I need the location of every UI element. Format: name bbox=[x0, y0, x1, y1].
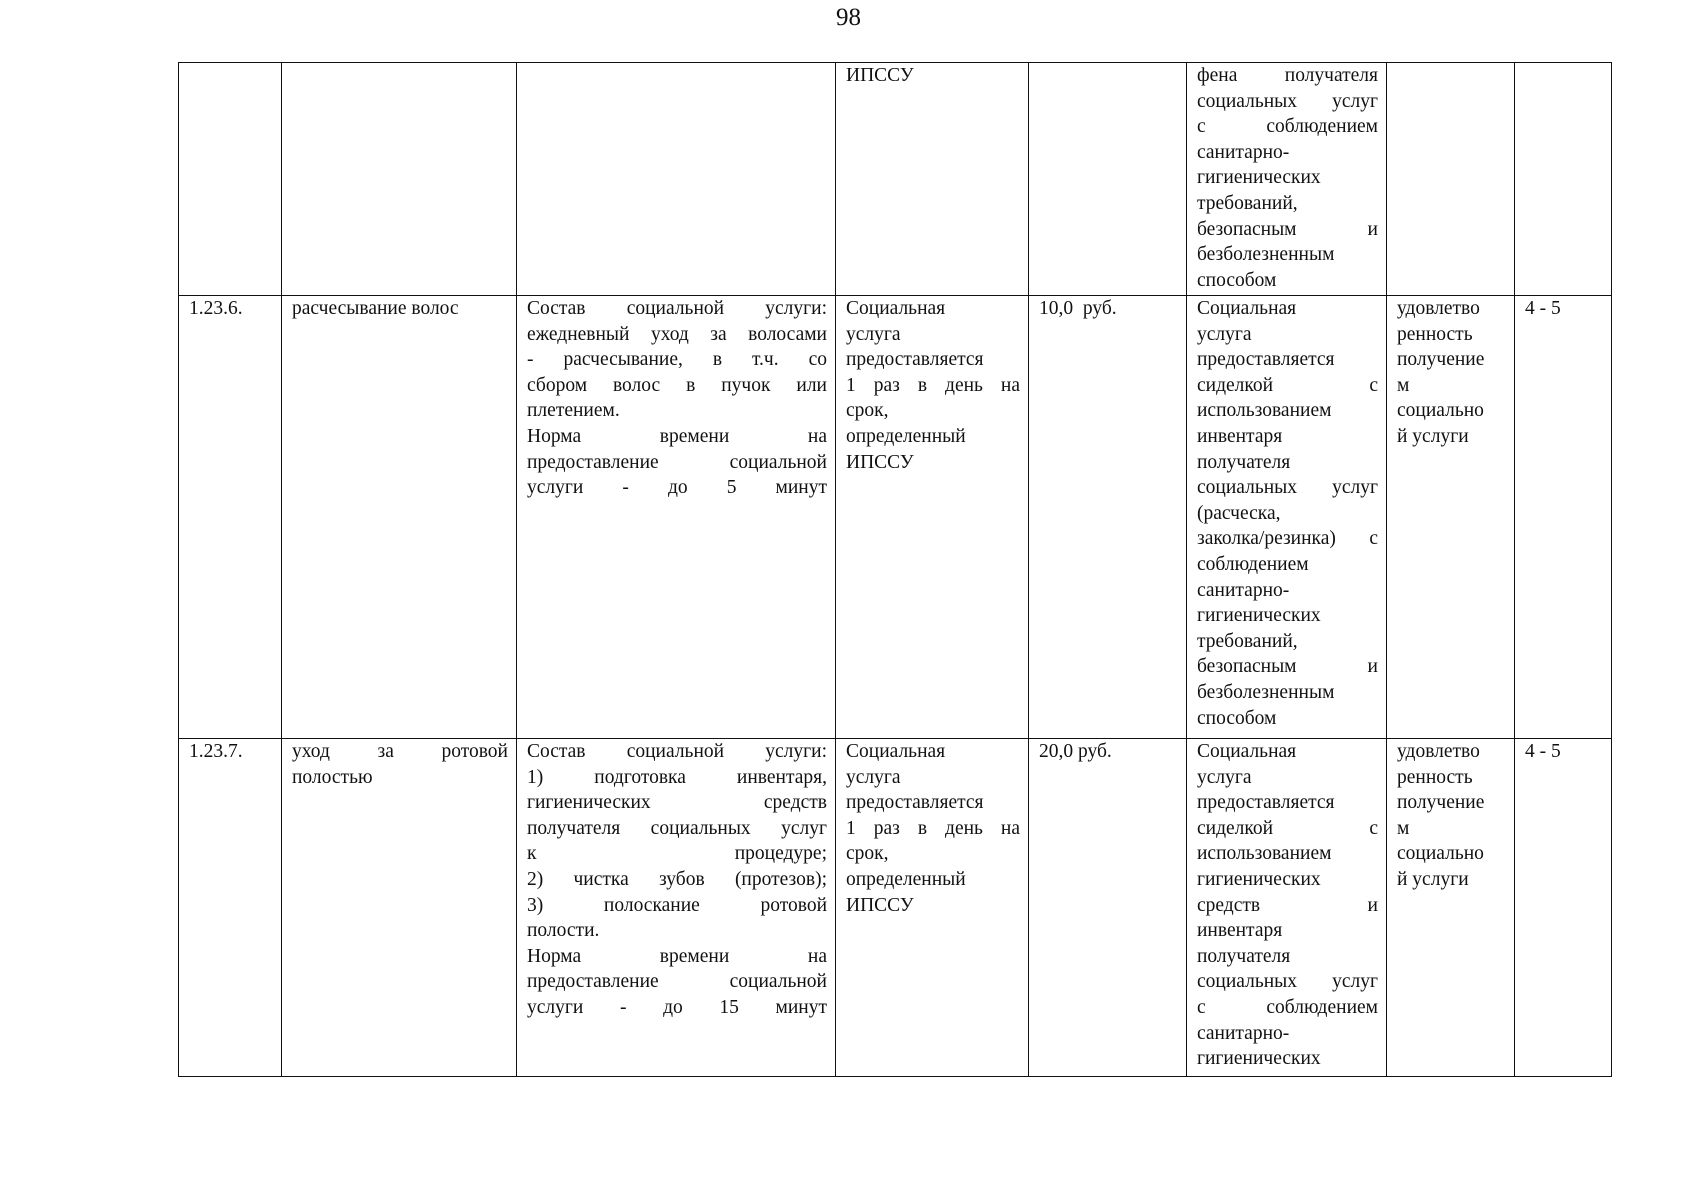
service-composition-cell bbox=[517, 739, 836, 1077]
cell-line: с соблюдением bbox=[1197, 116, 1378, 138]
service-number-cell bbox=[179, 63, 282, 296]
service-rating-cell: 4 - 5 bbox=[1515, 296, 1612, 739]
cell-line: ИПССУ bbox=[846, 451, 914, 473]
cell-line: способом bbox=[1197, 707, 1277, 729]
cell-line: Социальная bbox=[1197, 298, 1297, 319]
cell-line: гигиенических bbox=[1197, 1048, 1321, 1070]
service-rating-cell: 4 - 5 bbox=[1515, 739, 1612, 1077]
cell-line: Состав социальной услуги: bbox=[527, 741, 827, 762]
cell-line: (расческа, bbox=[1197, 502, 1281, 524]
cell-line: сиделкой с bbox=[1197, 817, 1378, 839]
cell-line: полостью bbox=[292, 766, 373, 788]
table-row bbox=[179, 739, 1612, 1077]
service-result-cell bbox=[1387, 63, 1515, 296]
cell-line: гигиенических bbox=[1197, 167, 1321, 189]
cell-line: м bbox=[1397, 374, 1410, 396]
cell-line: социальных услуг bbox=[1197, 90, 1378, 112]
cell-line: получателя bbox=[1197, 451, 1291, 473]
cell-line: м bbox=[1397, 817, 1410, 839]
cell-line: 2) чистка зубов (протезов); bbox=[527, 868, 827, 890]
cell-line: Состав социальной услуги: bbox=[527, 298, 827, 319]
cell-line: получение bbox=[1397, 349, 1485, 371]
cell-line: социально bbox=[1397, 843, 1484, 865]
cell-line: гигиенических bbox=[1197, 605, 1321, 627]
service-price-cell: 20,0 руб. bbox=[1029, 739, 1187, 1077]
cell-line: инвентаря bbox=[1197, 920, 1283, 942]
service-conditions-cell bbox=[1187, 296, 1387, 739]
cell-line: определенный bbox=[846, 868, 966, 890]
cell-line: Социальная bbox=[1197, 741, 1297, 762]
cell-line: социальных услуг bbox=[1197, 477, 1378, 499]
cell-line: й услуги bbox=[1397, 425, 1469, 447]
table-row bbox=[179, 63, 1612, 296]
service-composition-cell bbox=[517, 296, 836, 739]
cell-line: срок, bbox=[846, 400, 889, 422]
services-table bbox=[178, 62, 1612, 1077]
cell-line: плетением. bbox=[527, 400, 620, 422]
cell-line: срок, bbox=[846, 843, 889, 865]
cell-line: предоставляется bbox=[846, 349, 984, 371]
cell-line: услуги - до 5 минут bbox=[527, 477, 827, 499]
cell-line: услуга bbox=[1197, 766, 1252, 788]
cell-line: санитарно- bbox=[1197, 141, 1290, 163]
cell-line: определенный bbox=[846, 425, 966, 447]
page-number: 98 bbox=[836, 4, 861, 31]
cell-line: предоставление социальной bbox=[527, 971, 827, 993]
cell-line: заколка/резинка) с bbox=[1197, 528, 1378, 550]
cell-line: предоставляется bbox=[846, 792, 984, 814]
service-frequency-cell bbox=[836, 739, 1029, 1077]
cell-line: удовлетво bbox=[1397, 741, 1480, 762]
cell-line: ренность bbox=[1397, 323, 1473, 345]
cell-line: использованием bbox=[1197, 400, 1332, 422]
service-frequency-cell bbox=[836, 296, 1029, 739]
cell-line: Норма времени на bbox=[527, 945, 827, 967]
cell-line: требований, bbox=[1197, 192, 1298, 214]
service-number-cell: 1.23.7. bbox=[179, 739, 282, 1077]
cell-line: к процедуре; bbox=[527, 843, 827, 865]
cell-line: 3) полоскание ротовой bbox=[527, 894, 827, 916]
cell-line: гигиенических bbox=[1197, 868, 1321, 890]
cell-line: услуги - до 15 минут bbox=[527, 996, 827, 1018]
service-name-cell bbox=[282, 296, 517, 739]
cell-line: 1) подготовка инвентаря, bbox=[527, 766, 827, 788]
cell-line: услуга bbox=[846, 766, 901, 788]
cell-line: гигиенических средств bbox=[527, 792, 827, 814]
cell-line: ренность bbox=[1397, 766, 1473, 788]
service-price-cell bbox=[1029, 63, 1187, 296]
cell-line: услуга bbox=[1197, 323, 1252, 345]
service-composition-cell bbox=[517, 63, 836, 296]
service-price-cell: 10,0 руб. bbox=[1029, 296, 1187, 739]
service-frequency-cell bbox=[836, 63, 1029, 296]
cell-line: услуга bbox=[846, 323, 901, 345]
cell-line: предоставляется bbox=[1197, 792, 1335, 814]
cell-line: средств и bbox=[1197, 894, 1378, 916]
cell-line: с соблюдением bbox=[1197, 996, 1378, 1018]
cell-line: инвентаря bbox=[1197, 425, 1283, 447]
cell-line: - расчесывание, в т.ч. со bbox=[527, 349, 827, 371]
service-rating-cell bbox=[1515, 63, 1612, 296]
service-number-cell: 1.23.6. bbox=[179, 296, 282, 739]
table-row bbox=[179, 296, 1612, 739]
cell-line: соблюдением bbox=[1197, 553, 1309, 575]
service-conditions-cell bbox=[1187, 63, 1387, 296]
cell-line: сиделкой с bbox=[1197, 374, 1378, 396]
cell-line: использованием bbox=[1197, 843, 1332, 865]
cell-line: безопасным и bbox=[1197, 218, 1378, 240]
cell-line: расчесывание волос bbox=[292, 298, 459, 319]
cell-line: социальных услуг bbox=[1197, 971, 1378, 993]
cell-line: безболезненным bbox=[1197, 244, 1335, 266]
cell-line: Социальная bbox=[846, 298, 946, 319]
service-result-cell bbox=[1387, 739, 1515, 1077]
cell-line: уход за ротовой bbox=[292, 741, 508, 762]
cell-line: ИПССУ bbox=[846, 894, 914, 916]
service-conditions-cell bbox=[1187, 739, 1387, 1077]
cell-line: получателя социальных услуг bbox=[527, 817, 827, 839]
cell-line: безболезненным bbox=[1197, 681, 1335, 703]
cell-line: санитарно- bbox=[1197, 1022, 1290, 1044]
cell-line: ежедневный уход за волосами bbox=[527, 323, 827, 345]
cell-line: полости. bbox=[527, 920, 600, 942]
cell-line: способом bbox=[1197, 269, 1277, 291]
cell-line: предоставление социальной bbox=[527, 451, 827, 473]
cell-line: удовлетво bbox=[1397, 298, 1480, 319]
cell-line: санитарно- bbox=[1197, 579, 1290, 601]
cell-line: сбором волос в пучок или bbox=[527, 374, 827, 396]
service-name-cell bbox=[282, 63, 517, 296]
service-name-cell bbox=[282, 739, 517, 1077]
cell-line: й услуги bbox=[1397, 868, 1469, 890]
cell-line: фена получателя bbox=[1197, 65, 1378, 86]
cell-line: требований, bbox=[1197, 630, 1298, 652]
cell-line: безопасным и bbox=[1197, 656, 1378, 678]
cell-line: 1 раз в день на bbox=[846, 817, 1020, 839]
cell-line: предоставляется bbox=[1197, 349, 1335, 371]
cell-line: социально bbox=[1397, 400, 1484, 422]
cell-line: Социальная bbox=[846, 741, 946, 762]
cell-line: получателя bbox=[1197, 945, 1291, 967]
cell-line: ИПССУ bbox=[846, 65, 914, 86]
service-result-cell bbox=[1387, 296, 1515, 739]
cell-line: Норма времени на bbox=[527, 425, 827, 447]
cell-line: получение bbox=[1397, 792, 1485, 814]
cell-line: 1 раз в день на bbox=[846, 374, 1020, 396]
